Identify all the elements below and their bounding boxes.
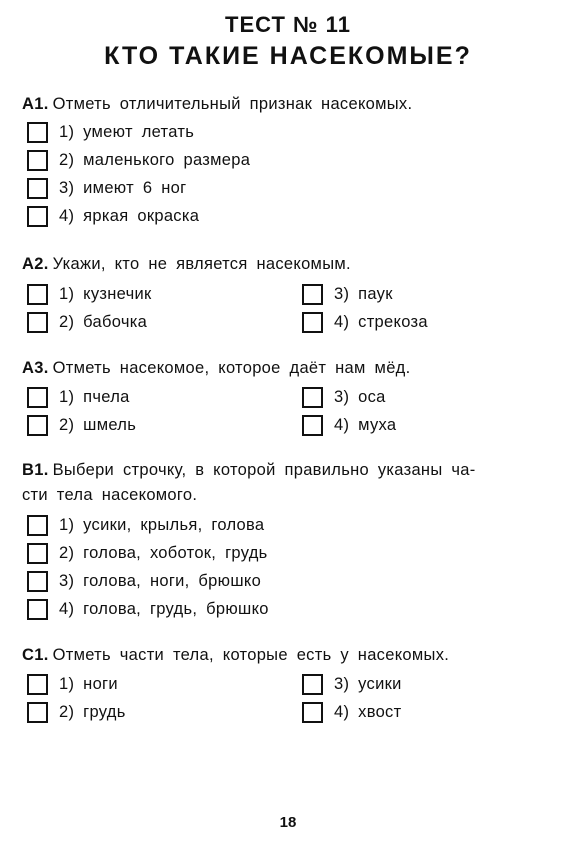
option-label: 4) стрекоза <box>334 312 428 331</box>
question-number: A2. <box>22 255 49 273</box>
checkbox[interactable] <box>27 543 48 564</box>
question-number: C1. <box>22 646 49 664</box>
checkbox[interactable] <box>302 387 323 408</box>
option-label: 1) усики, крылья, голова <box>59 515 265 534</box>
option-c1-2[interactable] <box>27 700 126 724</box>
checkbox[interactable] <box>302 674 323 695</box>
option-label: 4) муха <box>334 415 397 434</box>
question-a3 <box>22 356 562 381</box>
option-c1-3[interactable] <box>302 672 402 696</box>
option-label: 4) хвост <box>334 702 402 721</box>
question-text-line2: сти тела насекомого. <box>22 486 198 504</box>
checkbox[interactable] <box>27 122 48 143</box>
checkbox[interactable] <box>27 284 48 305</box>
checkbox[interactable] <box>27 515 48 536</box>
checkbox[interactable] <box>302 284 323 305</box>
option-a2-1[interactable] <box>27 282 152 306</box>
option-label: 2) маленького размера <box>59 150 251 169</box>
checkbox[interactable] <box>27 150 48 171</box>
option-a1-2[interactable] <box>27 148 250 172</box>
option-b1-4[interactable] <box>27 597 269 621</box>
option-a3-3[interactable] <box>302 385 386 409</box>
checkbox[interactable] <box>27 674 48 695</box>
question-c1 <box>22 643 562 668</box>
option-a2-4[interactable] <box>302 310 428 334</box>
question-text: Укажи, кто не является насекомым. <box>52 255 351 273</box>
option-a1-1[interactable] <box>27 120 194 144</box>
option-a1-4[interactable] <box>27 204 199 228</box>
option-label: 1) ноги <box>59 674 118 693</box>
option-label: 2) шмель <box>59 415 137 434</box>
option-label: 1) пчела <box>59 387 130 406</box>
checkbox[interactable] <box>302 702 323 723</box>
option-label: 1) умеют летать <box>59 122 195 141</box>
question-text: Отметь части тела, которые есть у насекомых. <box>52 646 450 664</box>
option-label: 2) грудь <box>59 702 126 721</box>
checkbox[interactable] <box>27 178 48 199</box>
checkbox[interactable] <box>27 415 48 436</box>
option-label: 3) оса <box>334 387 386 406</box>
test-title: КТО ТАКИЕ НАСЕКОМЫЕ? <box>104 42 472 70</box>
test-number: ТЕСТ № 11 <box>225 12 351 37</box>
option-b1-2[interactable] <box>27 541 268 565</box>
checkbox[interactable] <box>27 599 48 620</box>
question-text: Отметь отличительный признак насекомых. <box>52 95 413 113</box>
option-b1-1[interactable] <box>27 513 264 537</box>
question-a2 <box>22 252 562 277</box>
question-b1 <box>22 458 562 508</box>
option-a3-1[interactable] <box>27 385 130 409</box>
option-a2-3[interactable] <box>302 282 393 306</box>
option-label: 3) усики <box>334 674 402 693</box>
option-c1-1[interactable] <box>27 672 118 696</box>
option-label: 4) голова, грудь, брюшко <box>59 599 269 618</box>
checkbox[interactable] <box>27 387 48 408</box>
checkbox[interactable] <box>27 206 48 227</box>
question-text: Отметь насекомое, которое даёт нам мёд. <box>52 359 411 377</box>
page-number: 18 <box>279 814 297 831</box>
question-text-line1: Выбери строчку, в которой правильно указаны ча- <box>52 461 476 479</box>
option-label: 3) паук <box>334 284 393 303</box>
option-a2-2[interactable] <box>27 310 147 334</box>
question-number: A3. <box>22 359 49 377</box>
option-a3-4[interactable] <box>302 413 396 437</box>
option-label: 1) кузнечик <box>59 284 152 303</box>
checkbox[interactable] <box>302 312 323 333</box>
option-label: 3) голова, ноги, брюшко <box>59 571 262 590</box>
option-label: 2) голова, хоботок, грудь <box>59 543 268 562</box>
checkbox[interactable] <box>27 571 48 592</box>
option-b1-3[interactable] <box>27 569 261 593</box>
question-a1 <box>22 92 562 117</box>
checkbox[interactable] <box>27 312 48 333</box>
option-label: 3) имеют 6 ног <box>59 178 187 197</box>
checkbox[interactable] <box>302 415 323 436</box>
question-number: A1. <box>22 95 49 113</box>
option-a1-3[interactable] <box>27 176 186 200</box>
checkbox[interactable] <box>27 702 48 723</box>
option-a3-2[interactable] <box>27 413 136 437</box>
option-label: 2) бабочка <box>59 312 148 331</box>
option-c1-4[interactable] <box>302 700 401 724</box>
option-label: 4) яркая окраска <box>59 206 200 225</box>
question-number: B1. <box>22 461 49 479</box>
